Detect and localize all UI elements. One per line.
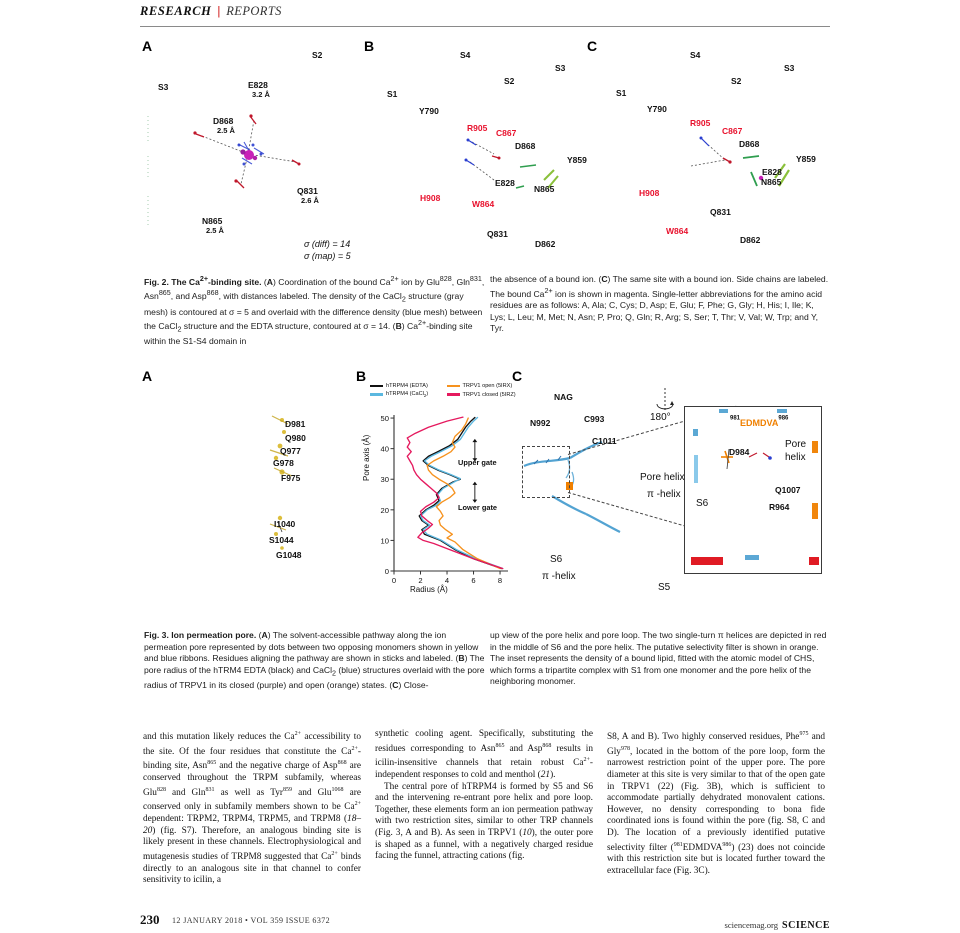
- figure3-panel-c: [512, 366, 832, 616]
- legend-item-htrpm4-cacl2: [370, 391, 442, 398]
- figure2-panel-a-density-mesh: [144, 116, 164, 236]
- running-head: [140, 2, 830, 24]
- figure3a-label-i1040: I1040: [274, 519, 296, 529]
- legend-item-trpv1-open: [447, 383, 519, 389]
- footer-issue-info: 12 JANUARY 2018 • VOL 359 ISSUE 6372: [172, 916, 331, 925]
- chart-y-axis-label: Pore axis (Å): [362, 434, 371, 481]
- figure2b-label-s1: S1: [387, 89, 398, 99]
- figure3c-inset-label-d984: D984: [729, 447, 750, 457]
- figure2c-label-s3: S3: [784, 63, 795, 73]
- body-column-2-paragraph-1: synthetic cooling agent. Specifically, substituting the residues corresponding to Asn$^{865}$ and Asp$^{868}$ results in icilin-insensitive channels that retain robust $Ca^{2+}$-independent responses to cold and menthol (21).: [375, 729, 593, 780]
- figure3c-label-pi-helix-s6: π -helix: [542, 571, 576, 582]
- figure2a-label-q831: Q831: [297, 186, 318, 196]
- figure3-panel-c-letter: C: [512, 368, 523, 384]
- figure2c-label-c867: C867: [722, 126, 743, 136]
- filter-sequence: EDMDVA: [740, 418, 779, 428]
- figure2-panel-a: [140, 36, 370, 266]
- svg-text:0: 0: [384, 567, 389, 576]
- figure2c-label-q831: Q831: [710, 207, 731, 217]
- figure3a-label-d981: D981: [285, 419, 306, 429]
- svg-text:2: 2: [418, 576, 423, 585]
- svg-text:0: 0: [391, 576, 397, 585]
- figure3a-label-g1048: G1048: [276, 550, 302, 560]
- figure2b-label-s4: S4: [460, 50, 471, 60]
- figure3c-label-s5: S5: [658, 582, 671, 593]
- figure3c-label-c993: C993: [584, 414, 605, 424]
- figure2a-label-s2: S2: [312, 50, 323, 60]
- chart-annotation-upper-gate: Upper gate: [458, 458, 497, 467]
- figure3-caption-left: Fig. 3. Ion permeation pore. (A) The solvent-accessible pathway along the ion permeation pore represented by dots between two opposing monomers shown in yellow and blue ribbons. Residues aligning the pathway are shown in sticks and labeled. (B) The pore radius of the hTRM4 EDTA (black) and CaCl$_2$ (blue) structures overlaid with the pore radius of TRPV1 in its closed (purple) and open (orange) states. (C) Close-: [144, 630, 485, 691]
- running-head-reports: REPORTS: [226, 4, 282, 18]
- body-column-1: [143, 729, 361, 887]
- svg-text:10: 10: [380, 536, 389, 546]
- chart-legend: [370, 383, 518, 400]
- svg-text:4: 4: [444, 576, 450, 585]
- figure2a-distance-e828: 3.2 Å: [252, 90, 270, 99]
- figure3a-label-f975: F975: [281, 473, 301, 483]
- figure2b-label-h908: H908: [420, 193, 441, 203]
- chart-annotation-lower-gate: Lower gate: [458, 503, 498, 512]
- figure2c-label-d868: D868: [739, 139, 760, 149]
- figure3a-label-q977: Q977: [280, 446, 301, 456]
- running-head-research: RESEARCH: [140, 4, 212, 18]
- figure2b-label-d862: D862: [535, 239, 556, 249]
- footer-journal-name: SCIENCE: [782, 920, 830, 931]
- figure3-panel-b-letter: B: [356, 368, 367, 384]
- figure2-caption-right: the absence of a bound ion. (C) The same site with a bound ion. Side chains are labeled. The bound $Ca^{2+}$ ion is shown in magenta. Single-letter abbreviations for the amino acid residues are as follows: A, Ala; C, Cys; D, Asp; E, Glu; F, Phe; G, Gly; H, His; I, Ile; K, Lys; L, Leu; M, Met; N, Asn; P, Pro; Q, Gln; R, Arg; S, Ser; T, Thr; V, Val; W, Trp; and Y, Tyr.: [490, 274, 829, 334]
- legend-swatch-htrpm4-edta: [370, 385, 383, 387]
- svg-text:50: 50: [380, 414, 389, 424]
- figure2b-label-y859: Y859: [567, 155, 587, 165]
- figure2b-label-n865: N865: [534, 184, 555, 194]
- figure2a-label-n865: N865: [202, 216, 223, 226]
- legend-swatch-trpv1-closed: [447, 393, 460, 395]
- figure2c-label-d862: D862: [740, 235, 761, 245]
- legend-label-htrpm4-edta: hTRPM4 (EDTA): [386, 383, 428, 389]
- figure2-panel-c: [585, 36, 830, 266]
- figure2-caption-left: Fig. 2. The $Ca^{2+}$-binding site. (A) Coordination of the bound $Ca^{2+}$ ion by Glu$^{828}$, Gln$^{831}$, Asn$^{865}$, and Asp$^{868}$, with distances labeled. The density of the CaCl$_2$ structure (gray mesh) is contoured at σ = 5 and overlaid with the difference density (blue mesh) between the CaCl$_2$ structure and the EDTA structure, contoured at σ = 14. (B) $Ca^{2+}$-binding site within the S1-S4 domain in: [144, 275, 485, 347]
- figure2c-label-s4: S4: [690, 50, 701, 60]
- body-column-3: [607, 729, 825, 877]
- figure2c-label-n865: N865: [761, 177, 782, 187]
- figure2b-label-w864: W864: [472, 199, 495, 209]
- figure2b-label-s3: S3: [555, 63, 566, 73]
- figure2a-distance-d868: 2.5 Å: [217, 126, 235, 135]
- figure3-pore-radius-chart: [362, 383, 516, 598]
- body-column-1-text: and this mutation likely reduces the $Ca^{2+}$ accessibility to the site. Of the four residues that constitute the $Ca^{2+}$-binding site, Asn$^{865}$ and the negative charge of Asp$^{868}$ are conserved throughout the TRPM subfamily, whereas Glu$^{828}$ and Gln$^{831}$ as well as Tyr$^{859}$ and Glu$^{1068}$ are conserved only in subfamily members shown to be $Ca^{2+}$ dependent: TRPM2, TRPM4, TRPM5, and TRPM8 (18–20) (fig. S7). Therefore, an analogous binding site is likely present in these channels. Electrophysiological and mutagenesis studies of TRPM8 suggested that $Ca^{2+}$ binds directly to an analogous site in that channel to confer sensitivity to icilin, a: [143, 731, 361, 886]
- figure3c-rotation-axis-icon: [652, 388, 678, 414]
- figure3c-label-nag: NAG: [554, 392, 573, 402]
- footer-website-url[interactable]: sciencemag.org: [724, 920, 779, 930]
- figure2b-label-y790: Y790: [419, 106, 439, 116]
- figure2-panel-b-letter: B: [364, 38, 375, 54]
- figure2b-label-d868: D868: [515, 141, 536, 151]
- legend-swatch-htrpm4-cacl2: [370, 393, 383, 395]
- filter-suffix: 986: [778, 415, 789, 422]
- header-divider: [140, 26, 830, 27]
- figure2b-label-s2: S2: [504, 76, 515, 86]
- svg-text:30: 30: [380, 475, 389, 485]
- figure2c-label-s2: S2: [731, 76, 742, 86]
- figure3c-label-pi-helix-pore: π -helix: [647, 489, 681, 500]
- figure2c-label-e828: E828: [762, 167, 782, 177]
- running-head-separator: |: [217, 4, 221, 18]
- figure2b-label-e828: E828: [495, 178, 515, 188]
- figure2-panel-b: [362, 36, 587, 266]
- figure2a-distance-n865: 2.5 Å: [206, 226, 224, 235]
- figure3c-inset-label-r964: R964: [769, 502, 790, 512]
- legend-label-htrpm4-cacl2: hTRPM4 (CaCl$_2$): [386, 391, 429, 399]
- legend-label-trpv1-open: TRPV1 open (5IRX): [462, 383, 513, 389]
- figure2c-label-s1: S1: [616, 88, 627, 98]
- figure2c-label-y790: Y790: [647, 104, 667, 114]
- figure3c-inset-label-pore: Pore: [785, 439, 807, 450]
- figure3a-label-q980: Q980: [285, 433, 306, 443]
- figure2b-label-r905: R905: [467, 123, 488, 133]
- legend-item-trpv1-closed: [447, 391, 519, 398]
- figure3c-label-pore-helix: Pore helix: [640, 472, 685, 483]
- figure2a-label-d868: D868: [213, 116, 234, 126]
- legend-label-trpv1-closed: TRPV1 closed (5IRZ): [462, 391, 516, 398]
- body-column-3-text: S8, A and B). Two highly conserved residues, Phe$^{975}$ and Gly$^{978}$, located in the bottom of the pore loop, form the narrowest restriction point of the upper pore. The pore diameter at this site is very similar to that of the open gate in TRPV1 (22) (Fig. 3B), which is sufficient to accommodate partially dehydrated monovalent cations. However, no density corresponding to bona fide coordinated ions is found within the pore (fig. S8, C and D). The location of a previously identified putative selectivity filter ($^{981}$EDMDVA$^{986}$) (23) does not coincide with this restriction site but is located further toward the extracellular face (Fig. 3C).: [607, 731, 826, 876]
- body-column-2: [375, 729, 593, 863]
- svg-text:40: 40: [380, 444, 389, 454]
- figure2-panel-a-letter: A: [142, 38, 153, 54]
- svg-text:8: 8: [497, 576, 503, 585]
- figure3-caption-right: up view of the pore helix and pore loop. The two single-turn π helices are depicted in red in the middle of S6 and the pore helix. The putative selectivity filter is shown in orange. The inset represents the density of a bound lipid, fitted with the atomic model of CHS, which forms a tripartite complex with S1 from one monomer and the pore helix of the neighboring monomer.: [490, 630, 827, 687]
- figure3c-label-180-degrees: 180°: [650, 412, 671, 423]
- chart-plot-area: [362, 409, 516, 597]
- figure3c-inset-box: [684, 406, 822, 574]
- figure3c-selectivity-filter-label: [730, 413, 788, 431]
- figure3c-label-c1011: C1011: [592, 436, 617, 446]
- chart-x-axis-label: Radius (Å): [410, 585, 448, 594]
- page-footer: [140, 912, 830, 931]
- figure3a-label-s1044: S1044: [269, 535, 294, 545]
- figure2-panel-c-letter: C: [587, 38, 598, 54]
- figure2a-label-s3: S3: [158, 82, 169, 92]
- figure3a-label-g978: G978: [273, 458, 294, 468]
- footer-brand: [725, 915, 831, 933]
- figure3c-dashed-region: [522, 446, 570, 498]
- figure2b-label-c867: C867: [496, 128, 517, 138]
- svg-text:20: 20: [380, 505, 389, 515]
- legend-swatch-trpv1-open: [447, 385, 460, 387]
- figure3c-inset-label-q1007: Q1007: [775, 485, 801, 495]
- figure2a-sigma-diff: σ (diff) = 14: [304, 239, 351, 249]
- figure2c-label-r905: R905: [690, 118, 711, 128]
- svg-text:6: 6: [471, 576, 476, 585]
- body-column-2-paragraph-2: The central pore of hTRPM4 is formed by S5 and S6 and the intervening re-entrant pore helix and pore loop. Together, these elements form an ion permeation pathway with two restriction sites, similar to other TRP channels (Fig. 3, A and B). As seen in TRPV1 (10), the outer pore is shaped as a funnel, with a negatively charged residue facing the funnel, attracting cations (fig.: [375, 781, 594, 862]
- figure3c-label-s6-inset: S6: [696, 498, 709, 509]
- figure2a-label-e828: E828: [248, 80, 268, 90]
- figure3-panel-a-letter: A: [142, 368, 153, 384]
- filter-prefix: 981: [730, 415, 741, 422]
- figure2c-label-w864: W864: [666, 226, 689, 236]
- figure3c-inset-label-helix: helix: [785, 452, 806, 463]
- figure2a-sigma-map: σ (map) = 5: [304, 251, 351, 261]
- figure2b-label-q831: Q831: [487, 229, 508, 239]
- figure3-panel-a: [140, 366, 355, 616]
- figure3c-label-s6-left: S6: [550, 554, 563, 565]
- figure2c-label-h908: H908: [639, 188, 660, 198]
- legend-item-htrpm4-edta: [370, 383, 442, 389]
- footer-page-number: 230: [140, 912, 160, 927]
- figure2a-distance-q831: 2.6 Å: [301, 196, 319, 205]
- figure2c-label-y859: Y859: [796, 154, 816, 164]
- figure3c-label-n992: N992: [530, 418, 551, 428]
